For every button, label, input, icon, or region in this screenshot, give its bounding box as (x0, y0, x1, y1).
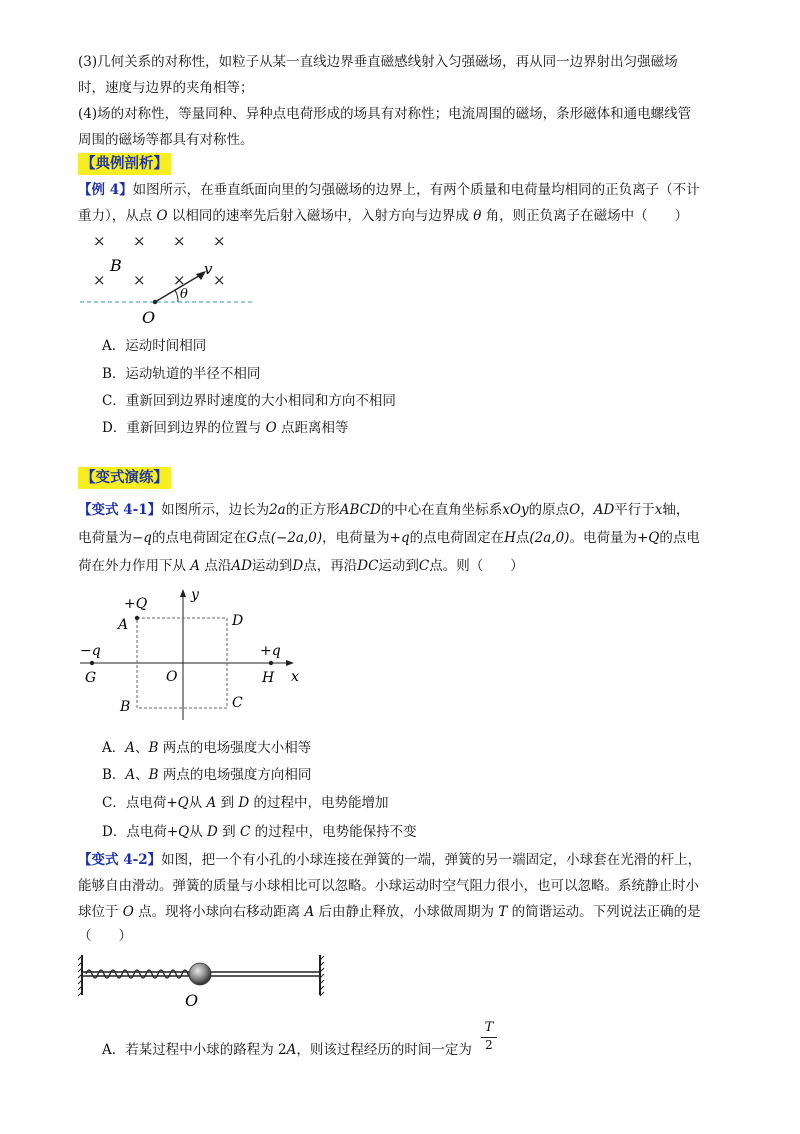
label-y: y (191, 587, 199, 603)
y-axis-arrowhead (180, 589, 186, 597)
cross-mark: × (133, 232, 146, 250)
variant-4-1-option-c: C．点电荷+Q从 A 到 D 的过程中，电势能增加 (102, 795, 389, 811)
cross-mark: × (173, 232, 186, 250)
spring-coil (86, 970, 194, 978)
variant-4-2-label: 【变式 4-2】 (78, 852, 162, 868)
origin-point (153, 300, 157, 304)
fraction-denominator: 2 (485, 1038, 493, 1052)
example-4-option-d: D．重新回到边界的位置与 O 点距离相等 (102, 420, 349, 436)
fraction-T-over-2 (478, 1020, 500, 1053)
cross-mark: × (213, 232, 226, 250)
x-axis-arrowhead (286, 660, 294, 666)
example-4-line-2: 重力），从点 O 以相同的速率先后射入磁场中，入射方向与边界成 θ 角，则正负离子在磁场中（ ） (78, 208, 689, 224)
point-label-O: O (142, 308, 156, 327)
label-O: O (185, 991, 199, 1010)
angle-label: θ (180, 287, 188, 302)
paragraph-3-line-2: 时，速度与边界的夹角相等； (78, 80, 254, 96)
cross-mark: × (133, 271, 146, 289)
variant-4-2-line-2: 能够自由滑动。弹簧的质量与小球相比可以忽略。小球运动时空气阻力很小，也可以忽略。系统静止时小 (78, 878, 699, 894)
section-heading-variant: 【变式演练】 (78, 467, 171, 489)
label-B: B (120, 699, 131, 715)
label-x: x (291, 669, 299, 685)
variant-4-1-option-d: D．点电荷+Q从 D 到 C 的过程中，电势能保持不变 (102, 824, 417, 840)
cross-mark: × (213, 271, 226, 289)
magnetic-field-figure (80, 228, 280, 328)
angle-arc (175, 290, 178, 302)
paragraph-4-line-2: 周围的磁场等都具有对称性。 (78, 132, 254, 148)
velocity-label: v (204, 260, 213, 278)
example-4-option-a: A．运动时间相同 (102, 338, 207, 354)
point-H (269, 661, 273, 665)
example-4-option-c: C．重新回到边界时速度的大小相同和方向不相同 (102, 393, 396, 409)
example-4-option-b: B．运动轨道的半径不相同 (102, 366, 261, 382)
variant-4-2-line-3: 球位于 O 点。现将小球向右移动距离 A 后由静止释放，小球做周期为 T 的简谐运动。下列说法正确的是 (78, 904, 701, 920)
paragraph-3-line-1: (3)几何关系的对称性，如粒子从某一直线边界垂直磁感线射入匀强磁场，再从同一边界射出匀强磁场 (78, 54, 678, 70)
section-heading-example: 【典例剖析】 (78, 153, 171, 175)
example-4-line-1: 【例 4】如图所示，在垂直纸面向里的匀强磁场的边界上，有两个质量和电荷量均相同的正负离子（不计 (78, 182, 700, 198)
variant-4-2-line-4: （ ） (78, 928, 132, 944)
variant-4-2-option-a: A．若某过程中小球的路程为 2A，则该过程经历的时间一定为 (102, 1042, 472, 1058)
point-G (90, 661, 94, 665)
variant-4-1-option-a: A．A、B 两点的电场强度大小相等 (102, 740, 312, 756)
label-C: C (232, 695, 243, 711)
spring-oscillator-figure (78, 950, 328, 1010)
variant-4-1-label: 【变式 4-1】 (78, 502, 162, 518)
label-plus-q: +q (260, 643, 281, 659)
paragraph-4-line-1: (4)场的对称性，等量同种、异种点电荷形成的场具有对称性；电流周围的磁场，条形磁体和通电螺线管 (78, 106, 692, 122)
label-G: G (85, 670, 97, 686)
variant-4-1-line-2: 电荷量为−q的点电荷固定在G点(−2a,0)，电荷量为+q的点电荷固定在H点(2a,0)。电荷量为+Q的点电 (78, 530, 700, 546)
cross-mark: × (93, 232, 106, 250)
field-label-B: B (110, 256, 122, 275)
label-O: O (166, 669, 178, 685)
label-A: A (118, 617, 129, 633)
label-plus-Q: +Q (124, 596, 148, 612)
ball (189, 963, 211, 985)
variant-4-1-line-1: 【变式 4-1】如图所示，边长为2a的正方形ABCD的中心在直角坐标系xOy的原点O，AD平行于x轴， (78, 502, 690, 518)
variant-4-1-option-b: B．A、B 两点的电场强度方向相同 (102, 767, 312, 783)
charge-Q-point (135, 616, 139, 620)
label-H: H (262, 670, 275, 686)
charge-square-figure (80, 585, 310, 720)
label-minus-q: −q (80, 643, 101, 659)
cross-mark: × (173, 271, 186, 289)
variant-4-2-line-1: 【变式 4-2】如图，把一个有小孔的小球连接在弹簧的一端，弹簧的另一端固定，小球套在光滑的杆上， (78, 852, 702, 868)
fraction-numerator: T (484, 1020, 494, 1035)
example-4-label: 【例 4】 (78, 182, 133, 198)
cross-mark: × (93, 271, 106, 289)
variant-4-1-line-3: 荷在外力作用下从 A 点沿AD运动到D点，再沿DC运动到C点。则（ ） (78, 558, 524, 574)
label-D: D (232, 613, 244, 629)
